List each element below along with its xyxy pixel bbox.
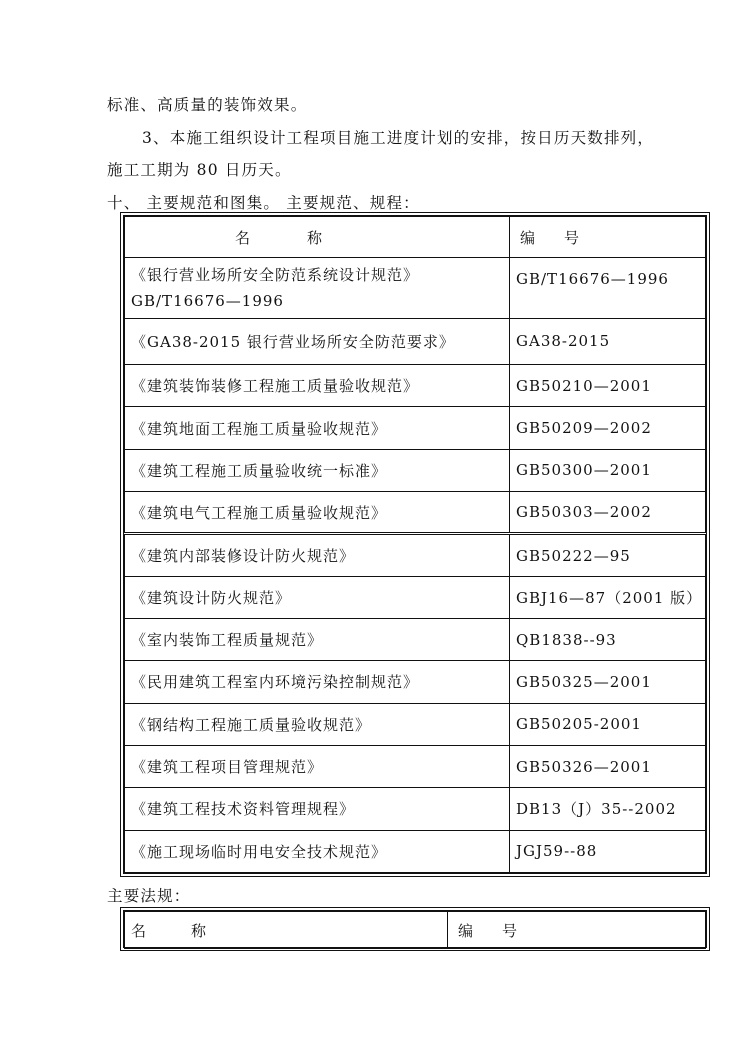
standard-name: 《施工现场临时用电安全技术规范》 xyxy=(125,830,510,872)
standard-name: 《建筑装饰装修工程施工质量验收规范》 xyxy=(125,365,510,407)
header-name-cell xyxy=(125,912,448,949)
table-row xyxy=(125,788,706,830)
header-code-char-1: 编 xyxy=(458,921,475,940)
paragraph-line-2: 3、本施工组织设计工程项目施工进度计划的安排，按日历天数排列， xyxy=(142,129,655,147)
standard-name: 《民用建筑工程室内环境污染控制规范》 xyxy=(125,661,510,703)
table-row xyxy=(125,618,706,660)
standard-name: 《室内装饰工程质量规范》 xyxy=(125,618,510,660)
standard-code: GB50325—2001 xyxy=(510,661,706,703)
standard-name: 《钢结构工程施工质量验收规范》 xyxy=(125,703,510,745)
standard-code: QB1838--93 xyxy=(510,618,706,660)
standard-code: GB50210—2001 xyxy=(510,365,706,407)
table-row xyxy=(125,407,706,449)
standard-name: 《建筑电气工程施工质量验收规范》 xyxy=(125,492,510,534)
standard-code: GBJ16—87（2001 版） xyxy=(510,576,706,618)
standard-code: GA38-2015 xyxy=(510,318,706,364)
standard-code: GB50326—2001 xyxy=(510,745,706,787)
standard-name xyxy=(125,258,510,318)
standard-code: GB50300—2001 xyxy=(510,449,706,491)
regulations-heading: 主要法规： xyxy=(107,887,191,905)
table-row xyxy=(125,258,706,318)
table-row xyxy=(125,745,706,787)
section-heading: 十、 主要规范和图集。 主要规范、规程： xyxy=(107,194,420,212)
header-name-cell xyxy=(125,217,510,258)
header-name-char-1: 名 xyxy=(131,921,148,940)
standard-code: GB50222—95 xyxy=(510,534,706,576)
table-row xyxy=(125,449,706,491)
header-code-cell xyxy=(448,912,706,949)
header-name-char-2: 称 xyxy=(191,921,208,940)
header-code-char-2: 号 xyxy=(564,228,581,247)
standard-name: 《GA38-2015 银行营业场所安全防范要求》 xyxy=(125,318,510,364)
table-row xyxy=(125,534,706,576)
header-name-char-2: 称 xyxy=(307,228,324,247)
standard-code: GB50205-2001 xyxy=(510,703,706,745)
header-code-char-1: 编 xyxy=(520,228,537,247)
table-header-row xyxy=(125,217,706,258)
table-row xyxy=(125,318,706,364)
header-name-char-1: 名 xyxy=(235,228,252,247)
standard-name: 《建筑工程项目管理规范》 xyxy=(125,745,510,787)
standard-name: 《建筑地面工程施工质量验收规范》 xyxy=(125,407,510,449)
paragraph-line-1: 标准、高质量的装饰效果。 xyxy=(107,96,308,114)
table-row xyxy=(125,703,706,745)
standard-name: 《建筑内部装修设计防火规范》 xyxy=(125,534,510,576)
table-row xyxy=(125,365,706,407)
standard-code: JGJ59--88 xyxy=(510,830,706,872)
paragraph-line-3: 施工工期为 80 日历天。 xyxy=(107,161,292,179)
table-header-row xyxy=(125,912,706,949)
standard-code: GB50303—2002 xyxy=(510,492,706,534)
standard-code: GB50209—2002 xyxy=(510,407,706,449)
standard-name: 《建筑工程施工质量验收统一标准》 xyxy=(125,449,510,491)
standard-name-line-1: 《银行营业场所安全防范系统设计规范》 xyxy=(131,266,420,285)
standard-name: 《建筑设计防火规范》 xyxy=(125,576,510,618)
table-row xyxy=(125,576,706,618)
table-row xyxy=(125,830,706,872)
table-row xyxy=(125,492,706,534)
standard-code: DB13（J）35--2002 xyxy=(510,788,706,830)
table-row xyxy=(125,661,706,703)
standard-code: GB/T16676—1996 xyxy=(510,258,706,318)
standard-name: 《建筑工程技术资料管理规程》 xyxy=(125,788,510,830)
standard-name-line-2: GB/T16676—1996 xyxy=(131,292,284,311)
regulations-table xyxy=(120,907,710,951)
standards-table xyxy=(120,212,710,877)
header-code-cell xyxy=(510,217,706,258)
header-code-char-2: 号 xyxy=(502,921,519,940)
